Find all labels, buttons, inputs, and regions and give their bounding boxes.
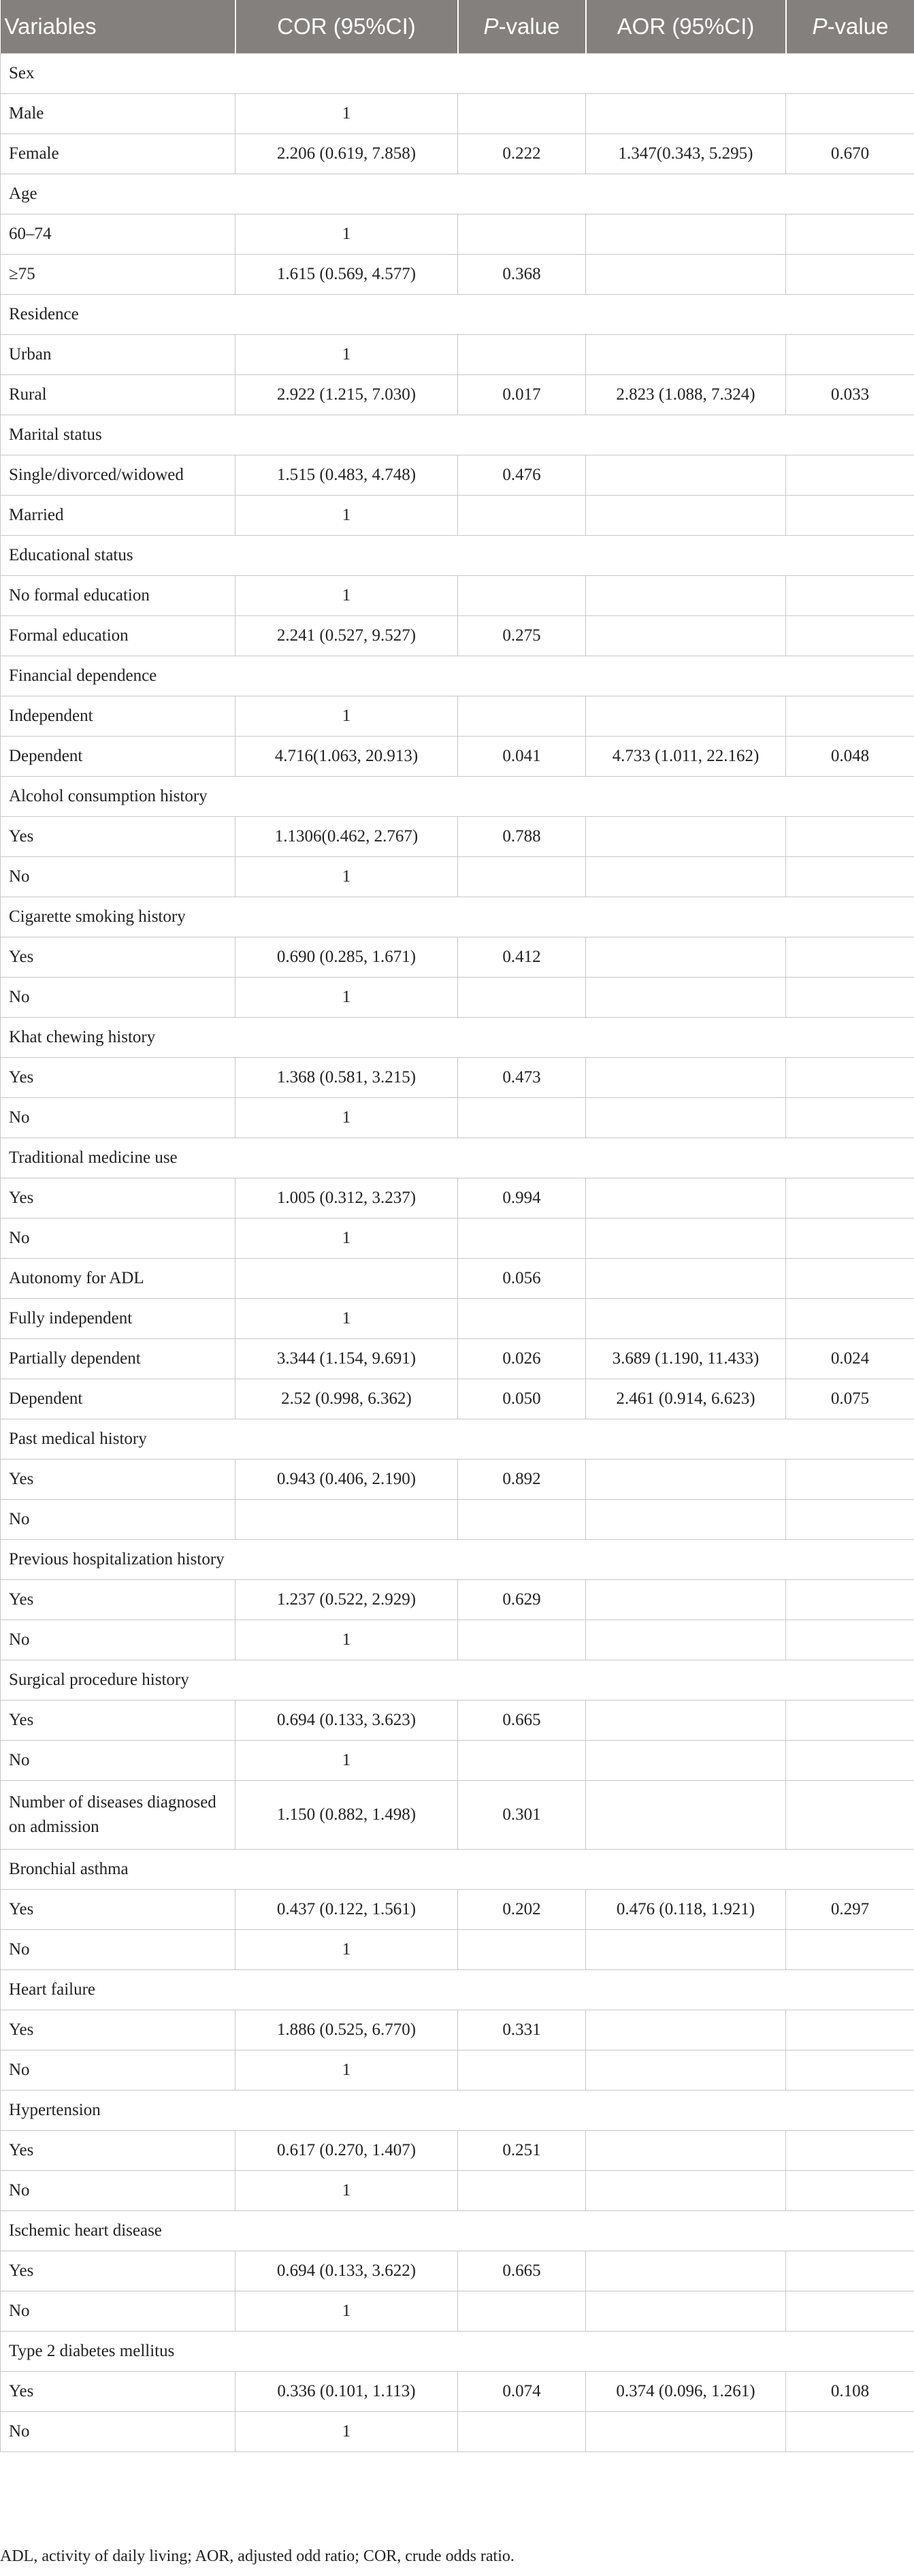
table-row [1,2050,914,2091]
cor-cell: 4.716(1.063, 20.913) [235,737,458,777]
table-row [1,2372,914,2412]
adjusted-p-value-cell [786,857,914,897]
header-p2-rest: -value [827,14,889,39]
cor-cell: 1.1306(0.462, 2.767) [235,817,458,857]
adjusted-p-value-cell [786,255,914,295]
cor-cell: 1.515 (0.483, 4.748) [235,455,458,496]
table-row [1,1930,914,1970]
variable-cell: Number of diseases diagnosed on admission [1,1781,235,1850]
cor-cell: 1 [235,696,458,737]
section-row [1,1138,914,1178]
section-row [1,1660,914,1701]
cor-cell: 1 [235,1219,458,1259]
variable-cell: Autonomy for ADL [1,1259,235,1299]
table-row [1,94,914,134]
aor-cell [586,937,786,978]
variable-cell: Yes [1,2010,235,2050]
table-row [1,2412,914,2452]
p-value-cell [458,978,586,1018]
p-value-cell: 0.892 [458,1460,586,1500]
header-cor: COR (95%CI) [235,0,458,54]
variable-cell: No [1,857,235,897]
table-row [1,2131,914,2171]
variable-cell: Yes [1,937,235,978]
adjusted-p-value-cell [786,1299,914,1339]
cor-cell: 1 [235,94,458,134]
p-value-cell [458,576,586,616]
variable-cell: Formal education [1,616,235,656]
variable-cell: Rural [1,375,235,415]
section-row [1,2332,914,2372]
section-row [1,897,914,937]
table-row [1,2291,914,2332]
adjusted-p-value-cell [786,937,914,978]
adjusted-p-value-cell [786,1930,914,1970]
variable-cell: Independent [1,696,235,737]
p-value-cell: 0.665 [458,2251,586,2291]
table-row [1,857,914,897]
aor-cell [586,817,786,857]
section-row [1,656,914,696]
aor-cell [586,496,786,536]
variable-cell: Married [1,496,235,536]
adjusted-p-value-cell [786,94,914,134]
adjusted-p-value-cell [786,978,914,1018]
aor-cell [586,857,786,897]
adjusted-p-value-cell [786,616,914,656]
table-row [1,2010,914,2050]
variable-cell: Fully independent [1,1299,235,1339]
table-row [1,1620,914,1660]
section-label: Bronchial asthma [1,1850,914,1890]
aor-cell: 2.823 (1.088, 7.324) [586,375,786,415]
cor-cell: 1 [235,335,458,375]
section-row [1,2211,914,2251]
aor-cell [586,1460,786,1500]
aor-cell [586,1930,786,1970]
table-row [1,737,914,777]
cor-cell: 1 [235,2291,458,2332]
aor-cell [586,1299,786,1339]
table-row [1,1500,914,1540]
section-label: Previous hospitalization history [1,1540,914,1580]
variable-cell: Male [1,94,235,134]
p-value-cell: 0.026 [458,1339,586,1379]
table-row [1,255,914,295]
variable-cell: Yes [1,1058,235,1098]
aor-cell [586,1580,786,1620]
adjusted-p-value-cell [786,1500,914,1540]
p-value-cell [458,1219,586,1259]
p-value-cell: 0.056 [458,1259,586,1299]
aor-cell [586,1219,786,1259]
table-row [1,1339,914,1379]
p-value-cell: 0.275 [458,616,586,656]
p-value-cell: 0.074 [458,2372,586,2412]
variable-cell: No [1,2171,235,2211]
variable-cell: No [1,2050,235,2091]
table-row [1,1098,914,1138]
section-label: Marital status [1,415,914,455]
table-row [1,1781,914,1850]
variable-cell: No formal education [1,576,235,616]
table-body [1,54,914,2452]
table-row [1,1580,914,1620]
cor-cell: 2.922 (1.215, 7.030) [235,375,458,415]
adjusted-p-value-cell [786,2412,914,2452]
aor-cell [586,2050,786,2091]
variable-cell: Yes [1,2131,235,2171]
adjusted-p-value-cell [786,335,914,375]
p-value-cell [458,1098,586,1138]
cor-cell: 1 [235,576,458,616]
adjusted-p-value-cell: 0.108 [786,2372,914,2412]
adjusted-p-value-cell: 0.024 [786,1339,914,1379]
adjusted-p-value-cell [786,1259,914,1299]
section-label: Alcohol consumption history [1,777,914,817]
cor-cell: 1 [235,2171,458,2211]
variable-cell: No [1,1219,235,1259]
adjusted-p-value-cell [786,455,914,496]
variable-cell: Dependent [1,737,235,777]
adjusted-p-value-cell: 0.033 [786,375,914,415]
adjusted-p-value-cell [786,576,914,616]
section-label: Age [1,174,914,214]
p-value-cell [458,2050,586,2091]
adjusted-p-value-cell [786,1058,914,1098]
cor-cell: 1.005 (0.312, 3.237) [235,1178,458,1219]
p-value-cell: 0.412 [458,937,586,978]
p-value-cell: 0.331 [458,2010,586,2050]
p-value-cell: 0.301 [458,1781,586,1850]
p-value-cell: 0.202 [458,1890,586,1930]
aor-cell [586,94,786,134]
aor-cell [586,2412,786,2452]
adjusted-p-value-cell [786,1781,914,1850]
aor-cell [586,455,786,496]
cor-cell: 1 [235,2050,458,2091]
variable-cell: No [1,2412,235,2452]
adjusted-p-value-cell: 0.670 [786,134,914,174]
table-row [1,1178,914,1219]
adjusted-p-value-cell [786,1219,914,1259]
variable-cell: No [1,1500,235,1540]
adjusted-p-value-cell: 0.048 [786,737,914,777]
adjusted-p-value-cell [786,1620,914,1660]
section-label: Educational status [1,536,914,576]
aor-cell: 3.689 (1.190, 11.433) [586,1339,786,1379]
section-row [1,536,914,576]
aor-cell [586,2171,786,2211]
table-row [1,2251,914,2291]
table-row [1,1460,914,1500]
table-row [1,134,914,174]
aor-cell [586,1701,786,1741]
cor-cell: 1 [235,978,458,1018]
variable-cell: No [1,2291,235,2332]
table-row [1,1741,914,1781]
header-row [1,0,914,54]
cor-cell: 1 [235,1620,458,1660]
cor-cell: 1.150 (0.882, 1.498) [235,1781,458,1850]
p-value-cell: 0.368 [458,255,586,295]
adjusted-p-value-cell [786,214,914,255]
p-value-cell [458,214,586,255]
section-label: Cigarette smoking history [1,897,914,937]
cor-cell: 1 [235,1299,458,1339]
aor-cell [586,1741,786,1781]
p-value-cell: 0.473 [458,1058,586,1098]
aor-cell: 1.347(0.343, 5.295) [586,134,786,174]
variable-cell: No [1,1620,235,1660]
table-row [1,1058,914,1098]
table-row [1,2171,914,2211]
adjusted-p-value-cell [786,1178,914,1219]
cor-cell: 2.241 (0.527, 9.527) [235,616,458,656]
section-label: Surgical procedure history [1,1660,914,1701]
table-row [1,616,914,656]
adjusted-p-value-cell [786,696,914,737]
variable-cell: Yes [1,2251,235,2291]
cor-cell: 2.206 (0.619, 7.858) [235,134,458,174]
aor-cell [586,1259,786,1299]
table-row [1,817,914,857]
p-value-cell: 0.041 [458,737,586,777]
p-value-cell: 0.476 [458,455,586,496]
variable-cell: Yes [1,2372,235,2412]
aor-cell [586,214,786,255]
section-label: Financial dependence [1,656,914,696]
p-value-cell [458,2412,586,2452]
aor-cell [586,978,786,1018]
cor-cell: 1.615 (0.569, 4.577) [235,255,458,295]
cor-cell: 2.52 (0.998, 6.362) [235,1379,458,1419]
table-row [1,496,914,536]
table-row [1,1379,914,1419]
header-aor: AOR (95%CI) [586,0,786,54]
aor-cell [586,576,786,616]
variable-cell: No [1,978,235,1018]
p-value-cell: 0.994 [458,1178,586,1219]
cor-cell: 1 [235,857,458,897]
cor-cell: 1 [235,1098,458,1138]
adjusted-p-value-cell [786,817,914,857]
p-value-cell: 0.222 [458,134,586,174]
section-label: Ischemic heart disease [1,2211,914,2251]
table-row [1,1259,914,1299]
p-value-cell [458,335,586,375]
table-row [1,375,914,415]
adjusted-p-value-cell [786,2251,914,2291]
variable-cell: Single/divorced/widowed [1,455,235,496]
table-row [1,1219,914,1259]
cor-cell: 1 [235,214,458,255]
adjusted-p-value-cell [786,1580,914,1620]
table-row [1,937,914,978]
p-value-cell: 0.017 [458,375,586,415]
adjusted-p-value-cell [786,1701,914,1741]
cor-cell: 0.694 (0.133, 3.622) [235,2251,458,2291]
adjusted-p-value-cell: 0.075 [786,1379,914,1419]
adjusted-p-value-cell [786,2010,914,2050]
variable-cell: Yes [1,1701,235,1741]
section-label: Hypertension [1,2091,914,2131]
section-label: Traditional medicine use [1,1138,914,1178]
variable-cell: 60–74 [1,214,235,255]
aor-cell: 4.733 (1.011, 22.162) [586,737,786,777]
adjusted-p-value-cell [786,1460,914,1500]
cor-cell: 1 [235,1930,458,1970]
cor-cell: 0.437 (0.122, 1.561) [235,1890,458,1930]
adjusted-p-value-cell [786,2131,914,2171]
p-value-cell [458,1741,586,1781]
cor-cell: 1 [235,496,458,536]
aor-cell: 2.461 (0.914, 6.623) [586,1379,786,1419]
header-variables: Variables [1,0,235,54]
aor-cell: 0.476 (0.118, 1.921) [586,1890,786,1930]
header-p-value-adjusted [786,0,914,54]
variable-cell: Yes [1,1178,235,1219]
adjusted-p-value-cell [786,496,914,536]
adjusted-p-value-cell [786,2050,914,2091]
section-row [1,1018,914,1058]
aor-cell [586,1058,786,1098]
section-row [1,295,914,335]
aor-cell [586,1500,786,1540]
table-row [1,455,914,496]
p-value-cell [458,696,586,737]
variable-cell: ≥75 [1,255,235,295]
section-row [1,2091,914,2131]
p-value-cell [458,2171,586,2211]
cor-cell: 0.617 (0.270, 1.407) [235,2131,458,2171]
table-row [1,696,914,737]
footnote: ADL, activity of daily living; AOR, adjusted odd ratio; COR, crude odds ratio. [0,2547,515,2565]
cor-cell: 1.886 (0.525, 6.770) [235,2010,458,2050]
aor-cell [586,1781,786,1850]
p-value-cell [458,94,586,134]
aor-cell [586,2251,786,2291]
p-value-cell: 0.629 [458,1580,586,1620]
p-value-cell [458,1500,586,1540]
p-value-cell: 0.050 [458,1379,586,1419]
p-value-cell [458,1299,586,1339]
cor-cell [235,1500,458,1540]
aor-cell [586,2291,786,2332]
section-label: Past medical history [1,1419,914,1460]
aor-cell: 0.374 (0.096, 1.261) [586,2372,786,2412]
aor-cell [586,335,786,375]
table-row [1,214,914,255]
p-value-cell [458,2291,586,2332]
adjusted-p-value-cell: 0.297 [786,1890,914,1930]
aor-cell [586,2131,786,2171]
section-row [1,1970,914,2010]
variable-cell: Yes [1,1580,235,1620]
variable-cell: No [1,1098,235,1138]
p-value-cell [458,1620,586,1660]
variable-cell: Partially dependent [1,1339,235,1379]
variable-cell: Yes [1,1890,235,1930]
aor-cell [586,255,786,295]
adjusted-p-value-cell [786,1098,914,1138]
p-value-cell: 0.251 [458,2131,586,2171]
section-row [1,415,914,455]
cor-cell: 0.336 (0.101, 1.113) [235,2372,458,2412]
section-label: Heart failure [1,1970,914,2010]
cor-cell: 3.344 (1.154, 9.691) [235,1339,458,1379]
table-row [1,1701,914,1741]
cor-cell: 0.690 (0.285, 1.671) [235,937,458,978]
cor-cell: 1 [235,2412,458,2452]
variable-cell: Urban [1,335,235,375]
aor-cell [586,1098,786,1138]
cor-cell [235,1259,458,1299]
aor-cell [586,1178,786,1219]
aor-cell [586,1620,786,1660]
table-row [1,1299,914,1339]
p-value-cell: 0.665 [458,1701,586,1741]
section-label: Sex [1,54,914,94]
section-row [1,54,914,94]
table-row [1,978,914,1018]
header-p2-italic: P [812,14,828,39]
adjusted-p-value-cell [786,2291,914,2332]
variable-cell: Female [1,134,235,174]
cor-cell: 0.694 (0.133, 3.623) [235,1701,458,1741]
aor-cell [586,616,786,656]
section-label: Residence [1,295,914,335]
header-p-rest: -value [498,14,560,39]
cor-cell: 1 [235,1741,458,1781]
variable-cell: Yes [1,1460,235,1500]
adjusted-p-value-cell [786,2171,914,2211]
p-value-cell [458,496,586,536]
section-row [1,1850,914,1890]
header-p-value [458,0,586,54]
table-row [1,1890,914,1930]
variable-cell: No [1,1741,235,1781]
section-row [1,174,914,214]
adjusted-p-value-cell [786,1741,914,1781]
cor-cell: 0.943 (0.406, 2.190) [235,1460,458,1500]
section-row [1,1540,914,1580]
p-value-cell [458,1930,586,1970]
cor-cell: 1.368 (0.581, 3.215) [235,1058,458,1098]
p-value-cell [458,857,586,897]
aor-cell [586,2010,786,2050]
section-row [1,1419,914,1460]
section-label: Type 2 diabetes mellitus [1,2332,914,2372]
p-value-cell: 0.788 [458,817,586,857]
cor-cell: 1.237 (0.522, 2.929) [235,1580,458,1620]
table-row [1,335,914,375]
variable-cell: Dependent [1,1379,235,1419]
section-row [1,777,914,817]
header-p-italic: P [483,14,499,39]
aor-cell [586,696,786,737]
table-row [1,576,914,616]
variable-cell: Yes [1,817,235,857]
variable-cell: No [1,1930,235,1970]
section-label: Khat chewing history [1,1018,914,1058]
